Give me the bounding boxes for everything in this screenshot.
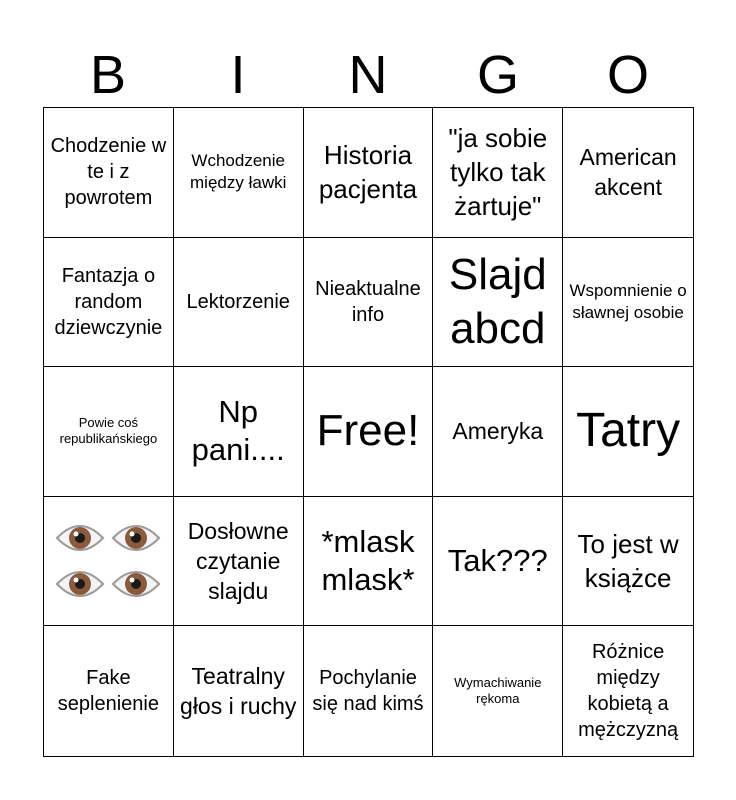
bingo-cell[interactable] — [433, 626, 563, 756]
eye-icon — [54, 518, 106, 558]
bingo-cell[interactable] — [433, 367, 563, 497]
cell-text: Fantazja o random dziewczynie — [54, 264, 163, 339]
bingo-cell[interactable] — [563, 497, 693, 627]
header-letter-n: N — [348, 45, 388, 105]
bingo-cell[interactable] — [174, 626, 304, 756]
cell-text: Chodzenie w te i z powrotem — [50, 135, 167, 210]
cell-text: Tatry — [576, 404, 681, 458]
cell-text: Dosłowne czytanie slajdu — [187, 518, 289, 605]
bingo-cell[interactable] — [433, 238, 563, 368]
cell-text: To jest w książce — [577, 529, 679, 594]
bingo-cell[interactable] — [563, 108, 693, 238]
bingo-board — [43, 107, 694, 757]
cell-text: Fake seplenienie — [57, 667, 159, 716]
cell-text: Powie coś republikańskiego — [59, 415, 158, 447]
bingo-cell[interactable] — [174, 367, 304, 497]
header-letter-g: G — [476, 45, 519, 105]
bingo-cell[interactable] — [563, 626, 693, 756]
cell-text: Różnice między kobietą a mężczyzną — [578, 641, 679, 742]
eye-icon — [110, 518, 162, 558]
bingo-cell[interactable] — [44, 238, 174, 368]
bingo-cell[interactable] — [44, 626, 174, 756]
cell-text: Historia pacjenta — [318, 140, 418, 205]
bingo-cell[interactable] — [304, 497, 434, 627]
bingo-cell[interactable] — [44, 108, 174, 238]
eye-icon — [54, 564, 106, 604]
bingo-cell[interactable] — [433, 108, 563, 238]
header-letter-i: I — [230, 45, 246, 105]
bingo-cell[interactable] — [433, 497, 563, 627]
cell-text: Ameryka — [452, 418, 544, 445]
bingo-cell[interactable] — [174, 238, 304, 368]
bingo-cell[interactable] — [304, 238, 434, 368]
cell-text: Free! — [316, 406, 420, 456]
cell-text: "ja sobie tylko tak żartuje" — [448, 123, 548, 222]
bingo-cell[interactable] — [174, 108, 304, 238]
cell-text: American akcent — [579, 144, 677, 201]
cell-text: Teatralny głos i ruchy — [180, 663, 297, 720]
cell-text: Wymachiwanie rękoma — [454, 675, 542, 707]
free-space-cell[interactable] — [304, 367, 434, 497]
bingo-cell[interactable] — [563, 367, 693, 497]
cell-text: Lektorzenie — [186, 290, 290, 313]
header-letter-b: B — [89, 45, 127, 105]
header-letter-o: O — [606, 45, 649, 105]
bingo-cell[interactable] — [304, 626, 434, 756]
eyes-icon — [54, 518, 162, 604]
bingo-cell[interactable] — [304, 108, 434, 238]
cell-text: Slajd abcd — [448, 249, 547, 353]
cell-text: *mlask mlask* — [321, 524, 415, 598]
bingo-cell[interactable] — [563, 238, 693, 368]
bingo-header — [43, 42, 693, 108]
cell-text: Wchodzenie między ławki — [190, 151, 287, 193]
bingo-cell[interactable] — [44, 367, 174, 497]
cell-text: Wspomnienie o sławnej osobie — [569, 280, 687, 322]
bingo-cell[interactable] — [174, 497, 304, 627]
cell-text: Np pani.... — [191, 394, 285, 468]
eye-icon — [110, 564, 162, 604]
cell-text: Tak??? — [447, 543, 548, 579]
bingo-cell[interactable] — [44, 497, 174, 627]
cell-text: Nieaktualne info — [315, 277, 421, 326]
cell-text: Pochylanie się nad kimś — [312, 667, 424, 716]
